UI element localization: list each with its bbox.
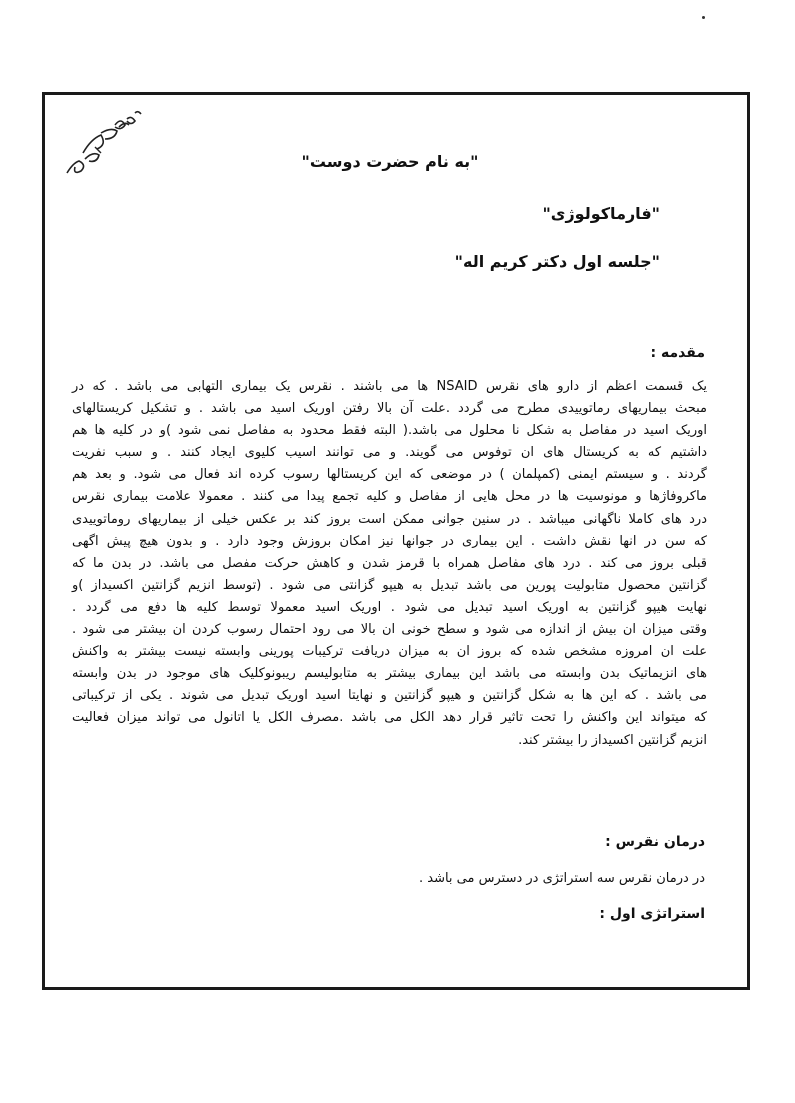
strategy-heading: استراتژی اول : (599, 906, 705, 922)
body-line: قبلی بروز می کند . درد های مفاصل همراه با قرمز شدن و کاهش حرکت مفصل می باشد. در بدن ما که (72, 555, 707, 571)
introduction-heading: مقدمه : (650, 345, 705, 361)
body-line: درد های کاملا ناگهانی میباشد . در سنین جوانی ممکن است بروز کند بر عکس خیلی از بیماریهای روماتوییدی (72, 511, 707, 527)
greeting-title: "به نام حضرت دوست" (301, 152, 479, 171)
body-line: علت ان امروزه مشخص شده که بروز ان به میزان دریافت ترکیبات پورینی وابسته نیست بیشتر به واکنش (72, 644, 707, 660)
body-line: انزیم گزانتین اکسیداز را بیشتر کند. (518, 732, 707, 748)
body-line: ماکروفاژها و مونوسیت ها در محل هایی از مفاصل و کلیه تجمع پیدا می کنند . معمولا علامت بیماری نقرس (72, 489, 707, 505)
introduction-body (72, 376, 707, 752)
body-line: اوریک اسید در مفاصل به شکل نا محلول می باشد.( البته فقط محدود به مفاصل نمی شود )و در کلیه ها هم (72, 423, 707, 439)
body-line: یک قسمت اعظم از دارو های نقرس NSAID ها می باشند . نقرس یک بیماری التهابی می باشد . که در (72, 379, 707, 394)
body-line: که میتواند این واکنش را تحت تاثیر قرار دهد الکل می باشد .مصرف الکل یا اتانول می تواند میزان فعالیت (72, 710, 707, 726)
handwriting-scribble-icon (55, 105, 145, 180)
stray-mark (702, 16, 705, 19)
body-line: نهایت هیپو گزانتین به اوریک اسید تبدیل می شود . اوریک اسید معمولا توسط کلیه ها دفع می گردد . (72, 599, 707, 615)
course-title: "فارماکولوژی" (542, 204, 660, 223)
body-line: می باشد . که این ها به شکل گزانتین و هیپو گزانتین و نهایتا اسید اوریک تبدیل می شوند . یکی از ترکیباتی (72, 688, 707, 704)
treatment-heading: درمان نقرس : (605, 834, 705, 850)
treatment-text: در درمان نقرس سه استراتژی در دسترس می باشد . (418, 871, 705, 886)
handwritten-annotation (55, 105, 145, 180)
body-line: مبحث بیماریهای رماتوییدی مطرح می گردد .علت آن بالا رفتن اوریک اسید می باشد . و تشکیل کریستالهای (72, 401, 707, 417)
body-line: وقتی میزان ان بیش از اندازه می شود و سطح خونی ان بالا می رود احتمال رسوب کردن ان بیشتر می شود . (72, 622, 707, 638)
session-title: "جلسه اول دکتر کریم اله" (454, 252, 660, 271)
body-line: گزانتین محصول متابولیت پورین می باشد تبدیل به هیپو گزانتی می شود . (توسط انزیم گزانتین اکسیداز )و (72, 577, 707, 593)
body-line: های انزیماتیک بدن وابسته می باشد این بیماری بیشتر به متابولیسم ریبونوکلیک های موجود در بدن وابسته (72, 666, 707, 682)
body-line: که سن در انها نقش داشت . این بیماری در جوانها نیز امکان بروزش وجود دارد . و بدون هیچ پیش اگهی (72, 533, 707, 549)
body-line: گردند . و سیستم ایمنی (کمپلمان ) در موضعی که این کریستالها رسوب کرده اند فعال می شود. و بعد هم (72, 467, 707, 483)
body-line: داشتیم که به کریستال های ان توفوس می گویند. و می توانند اسیب کلیوی ایجاد کنند . و سبب نفریت (72, 445, 707, 461)
